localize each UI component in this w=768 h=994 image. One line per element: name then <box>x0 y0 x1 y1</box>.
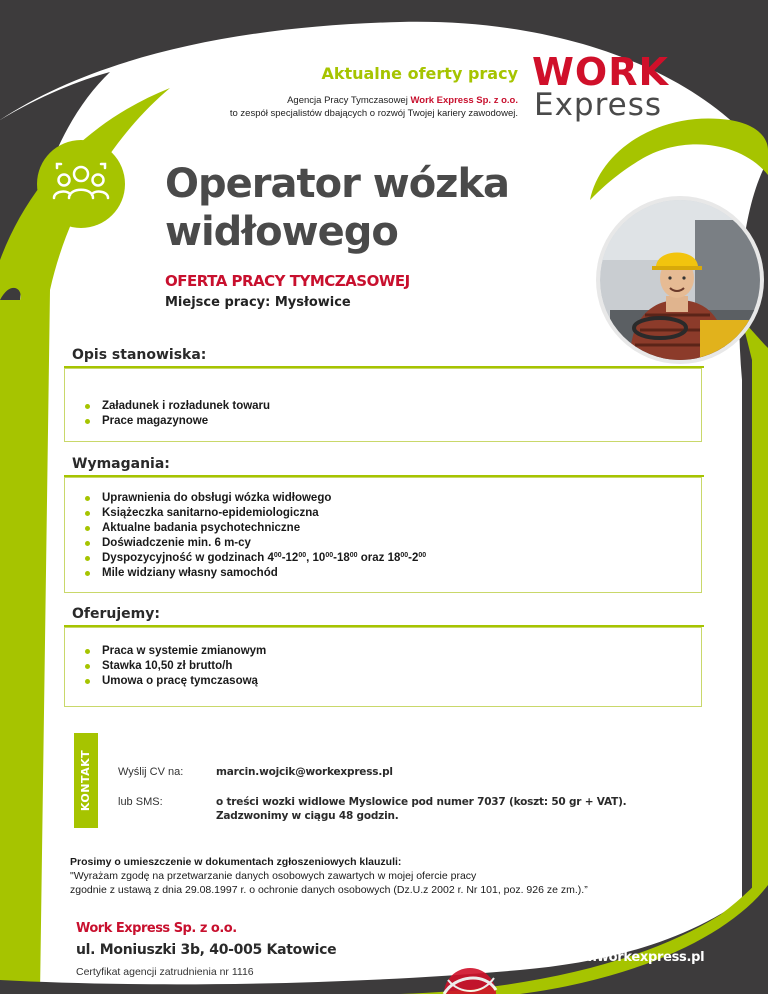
superscript: 00 <box>298 552 307 559</box>
website-link[interactable]: www.workexpress.pl <box>558 950 705 965</box>
work-express-logo <box>532 52 700 124</box>
sms-instructions <box>216 795 686 823</box>
list-item: Aktualne badania psychotechniczne <box>85 521 701 536</box>
clause-line2: zgodnie z ustawą z dnia 29.08.1997 r. o ochronie danych osobowych (Dz.U.z 2002 r. Nr 101, poz. 926 ze zm.).” <box>70 884 588 896</box>
job-title-line1: Operator wózka <box>165 161 510 207</box>
availability-text: Dyspozycyjność w godzinach 4 <box>102 552 274 564</box>
group-people-icon <box>37 140 125 228</box>
opis-box <box>64 368 702 442</box>
forklift-operator-illustration <box>600 200 760 360</box>
list-item: Umowa o pracę tymczasową <box>85 674 701 689</box>
wymagania-list <box>65 491 701 581</box>
list-item: Prace magazynowe <box>85 414 701 429</box>
list-item: Praca w systemie zmianowym <box>85 644 701 659</box>
header-title: Aktualne oferty pracy <box>321 64 518 83</box>
availability-text: -12 <box>281 552 299 564</box>
job-location: Miejsce pracy: Mysłowice <box>165 295 351 310</box>
wymagania-box <box>64 477 702 593</box>
superscript: 00 <box>325 552 334 559</box>
gdpr-clause <box>70 855 730 897</box>
oferujemy-list <box>65 644 701 689</box>
superscript: 00 <box>273 552 282 559</box>
tagline-brand: Work Express Sp. z o.o. <box>410 95 518 106</box>
list-item: Doświadczenie min. 6 m-cy <box>85 536 701 551</box>
clause-line1: "Wyrażam zgodę na przetwarzanie danych osobowych zawartych w mojej ofercie pracy <box>70 870 477 882</box>
superscript: 00 <box>349 552 358 559</box>
sms-line1: o treści wozki widlowe Myslowice pod numer 7037 (koszt: 50 gr + VAT). <box>216 796 627 808</box>
header-tagline <box>0 94 518 120</box>
superscript: 00 <box>400 552 409 559</box>
list-item-availability <box>85 551 701 566</box>
list-item: Załadunek i rozładunek towaru <box>85 399 701 414</box>
opis-list <box>65 399 701 429</box>
job-title <box>165 160 565 256</box>
worker-photo <box>600 200 760 360</box>
list-item: Mile widziany własny samochód <box>85 566 701 581</box>
job-subtitle: OFERTA PRACY TYMCZASOWEJ <box>165 272 410 290</box>
people-icon <box>37 140 125 228</box>
section-title-oferujemy: Oferujemy: <box>72 606 160 622</box>
tagline-line2: to zespół specjalistów dbających o rozwój Twojej kariery zawodowej. <box>229 108 518 119</box>
availability-text: -2 <box>408 552 419 564</box>
availability-text: oraz 18 <box>357 552 401 564</box>
cv-email-link[interactable]: marcin.wojcik@workexpress.pl <box>216 766 393 778</box>
section-title-wymagania: Wymagania: <box>72 456 170 472</box>
list-item: Uprawnienia do obsługi wózka widłowego <box>85 491 701 506</box>
job-title-line2: widłowego <box>165 209 398 255</box>
logo-word-express: Express <box>534 87 663 123</box>
list-item: Książeczka sanitarno-epidemiologiczna <box>85 506 701 521</box>
tagline-text: Agencja Pracy Tymczasowej <box>287 95 411 106</box>
footer-certificate: Certyfikat agencji zatrudnienia nr 1116 <box>76 966 254 978</box>
logo-word-work: WORK <box>532 50 669 94</box>
footer-address: ul. Moniuszki 3b, 40-005 Katowice <box>76 942 337 958</box>
oferujemy-box <box>64 627 702 707</box>
sms-label: lub SMS: <box>118 796 163 808</box>
availability-text: , 10 <box>306 552 326 564</box>
cv-label: Wyślij CV na: <box>118 766 184 778</box>
section-title-opis: Opis stanowiska: <box>72 347 207 363</box>
list-item: Stawka 10,50 zł brutto/h <box>85 659 701 674</box>
kontakt-label: KONTAKT <box>79 749 92 812</box>
sms-line2: Zadzwonimy w ciągu 48 godzin. <box>216 810 399 822</box>
superscript: 00 <box>418 552 427 559</box>
clause-heading: Prosimy o umieszczenie w dokumentach zgłoszeniowych klauzuli: <box>70 856 402 868</box>
availability-text: -18 <box>333 552 350 564</box>
kontakt-band <box>74 733 98 828</box>
footer-company: Work Express Sp. z o.o. <box>76 921 237 936</box>
